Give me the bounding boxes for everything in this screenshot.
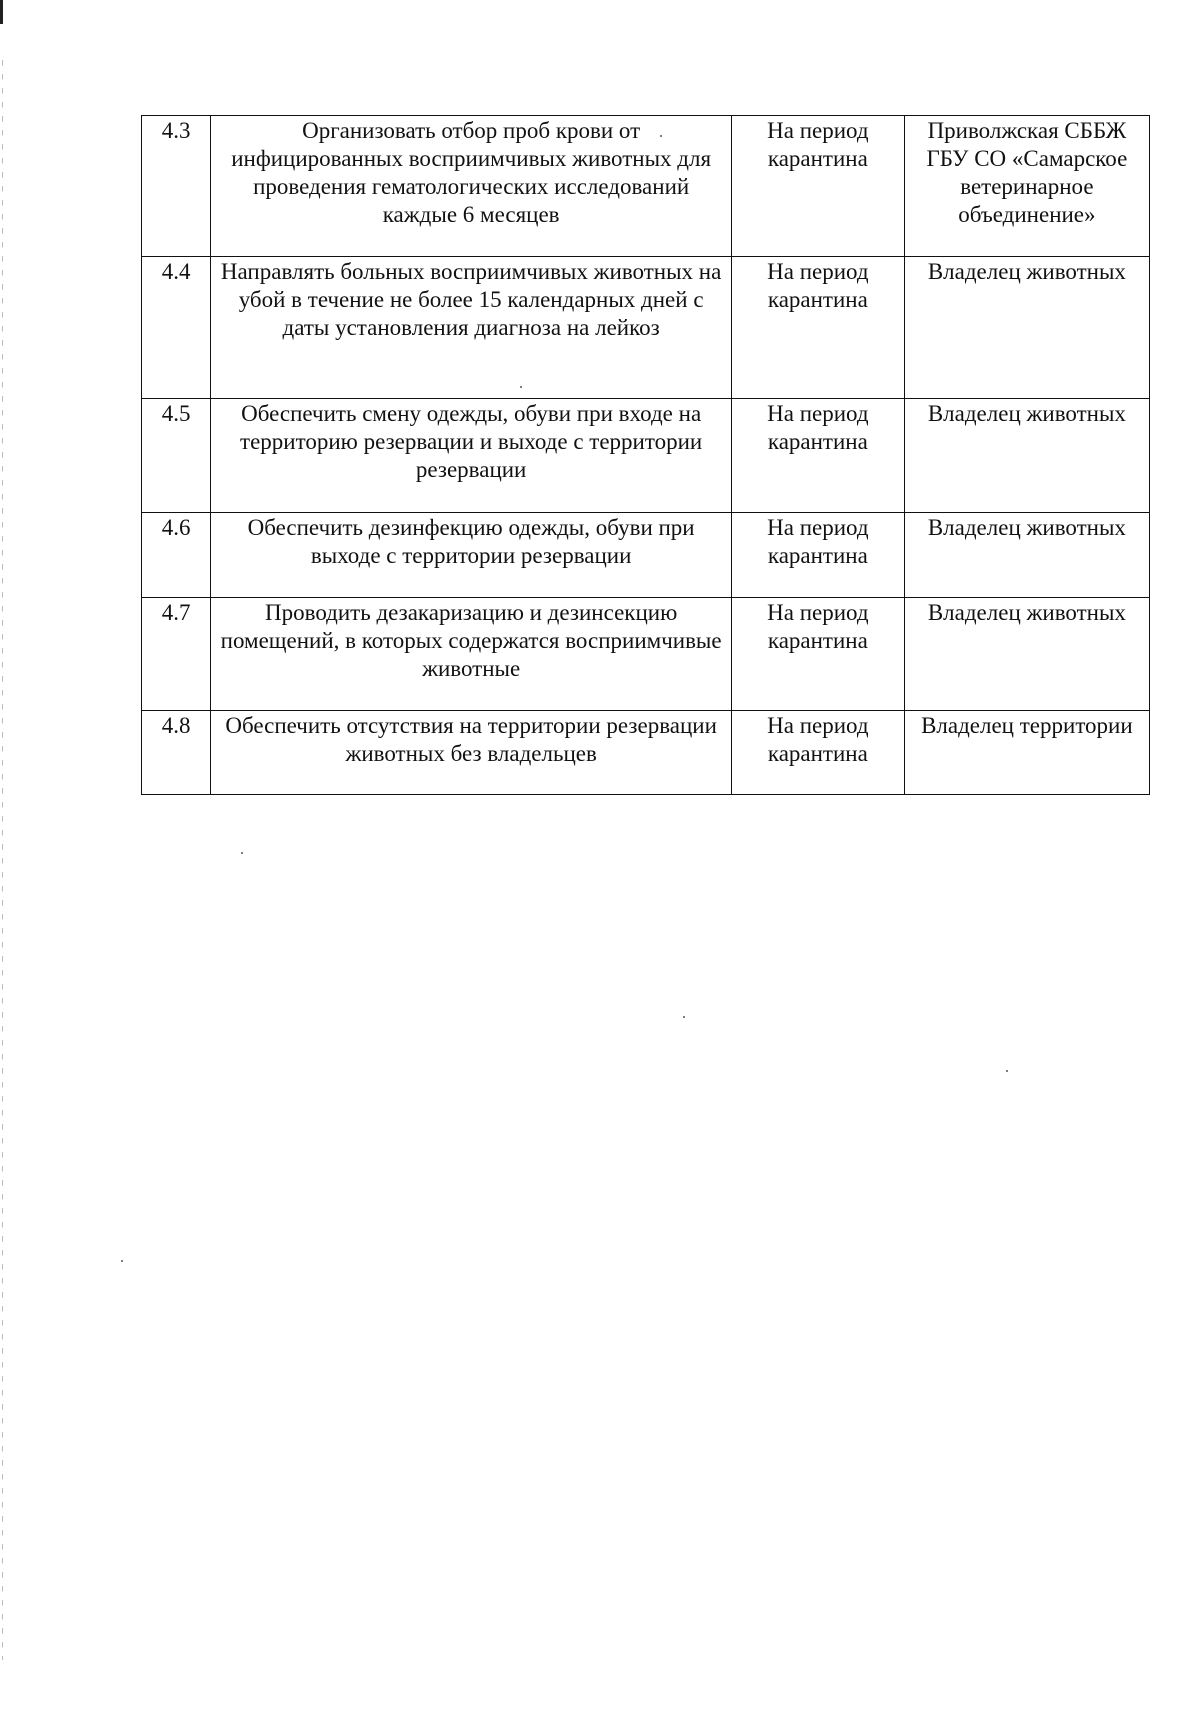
- scan-speck: [1006, 1070, 1008, 1072]
- table-row: [142, 513, 1150, 598]
- responsible-text: Приволжская СББЖ ГБУ СО «Самарское ветеринарное объединение»: [904, 116, 1149, 257]
- scan-edge-mark: [0, 0, 3, 24]
- period-text: На период карантина: [731, 598, 904, 711]
- measure-text: Направлять больных восприимчивых животных на убой в течение не более 15 календарных дней с даты установления диагноза на лейкоз: [211, 257, 732, 399]
- table-row: [142, 399, 1150, 513]
- period-text: На период карантина: [731, 399, 904, 513]
- scan-speck: [121, 1260, 123, 1262]
- responsible-text: Владелец животных: [904, 257, 1149, 399]
- period-text: На период карантина: [731, 257, 904, 399]
- scan-speck: [241, 852, 243, 854]
- item-number: 4.3: [142, 116, 211, 257]
- table-row: [142, 598, 1150, 711]
- scan-edge-dots: [2, 60, 3, 1660]
- measure-text: Организовать отбор проб крови от инфицированных восприимчивых животных для проведения гематологических исследований каждые 6 месяцев: [211, 116, 732, 257]
- period-text: На период карантина: [731, 116, 904, 257]
- table-row: [142, 116, 1150, 257]
- item-number: 4.8: [142, 711, 211, 795]
- table-row: [142, 711, 1150, 795]
- measure-text: Обеспечить смену одежды, обуви при входе на территорию резервации и выходе с территории резервации: [211, 399, 732, 513]
- item-number: 4.6: [142, 513, 211, 598]
- responsible-text: Владелец животных: [904, 513, 1149, 598]
- scan-speck: [683, 1016, 685, 1018]
- period-text: На период карантина: [731, 513, 904, 598]
- item-number: 4.7: [142, 598, 211, 711]
- measure-text: Обеспечить дезинфекцию одежды, обуви при выходе с территории резервации: [211, 513, 732, 598]
- table-row: [142, 257, 1150, 399]
- item-number: 4.5: [142, 399, 211, 513]
- period-text: На период карантина: [731, 711, 904, 795]
- measure-text: Обеспечить отсутствия на территории резервации животных без владельцев: [211, 711, 732, 795]
- responsible-text: Владелец животных: [904, 598, 1149, 711]
- item-number: 4.4: [142, 257, 211, 399]
- measure-text: Проводить дезакаризацию и дезинсекцию помещений, в которых содержатся восприимчивые животные: [211, 598, 732, 711]
- responsible-text: Владелец территории: [904, 711, 1149, 795]
- measures-table: [141, 115, 1150, 795]
- responsible-text: Владелец животных: [904, 399, 1149, 513]
